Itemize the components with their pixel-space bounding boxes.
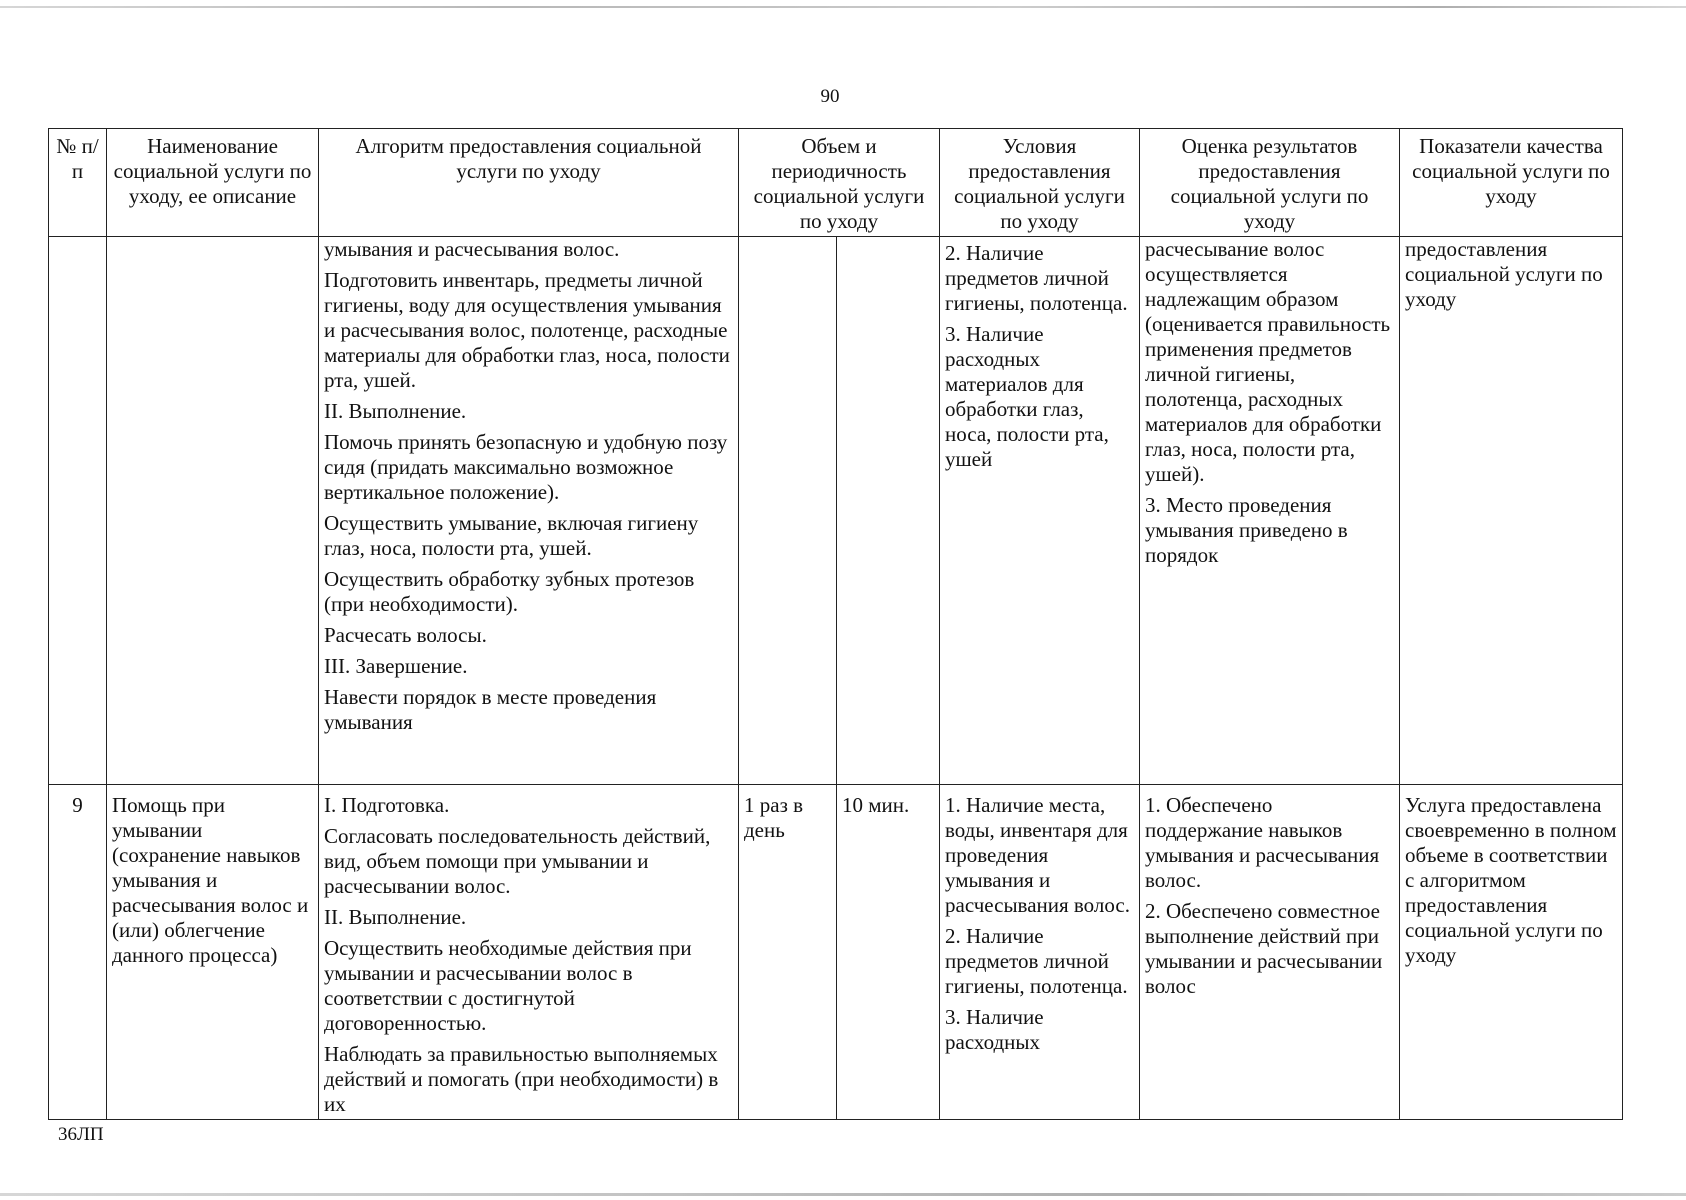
table-row bbox=[49, 237, 1623, 785]
algorithm-line: Помочь принять безопасную и удобную позу сидя (придать максимально возможное вертикальное положение). bbox=[324, 430, 728, 504]
services-table bbox=[48, 128, 1623, 1120]
evaluation-item: 1. Обеспечено поддержание навыков умывания и расчесывания волос. bbox=[1145, 793, 1380, 892]
algorithm-line: Осуществить обработку зубных протезов (при необходимости). bbox=[324, 567, 695, 616]
header-num: № п/п bbox=[49, 129, 107, 237]
algorithm-line: Осуществить умывание, включая гигиену глаз, носа, полости рта, ушей. bbox=[324, 511, 699, 560]
evaluation-item: расчесывание волос осуществляется надлежащим образом (оценивается правильность применения предметов личной гигиены, полотенца, расходных материалов для обработки глаз, носа, полости рта, ушей). bbox=[1145, 237, 1391, 486]
condition-item: 2. Наличие предметов личной гигиены, полотенца. bbox=[945, 241, 1128, 315]
row-algorithm bbox=[319, 237, 739, 785]
condition-item: 3. Наличие расходных материалов для обработки глаз, носа, полости рта, ушей bbox=[945, 322, 1109, 471]
row-evaluation bbox=[1140, 237, 1400, 785]
algorithm-line: Согласовать последовательность действий, вид, объем помощи при умывании и расчесывании волос. bbox=[324, 824, 711, 898]
row-name: Помощь при умывании (сохранение навыков умывания и расчесывания волос и (или) облегчение данного процесса) bbox=[107, 785, 319, 1120]
algorithm-line: Подготовить инвентарь, предметы личной гигиены, воду для осуществления умывания и расчесывания волос, полотенце, расходные материалы для обработки глаз, носа, полости рта, ушей. bbox=[324, 268, 730, 392]
row-quality: Услуга предоставлена своевременно в полном объеме в соответствии с алгоритмом предоставления социальной услуги по уходу bbox=[1400, 785, 1623, 1120]
condition-item: 1. Наличие места, воды, инвентаря для проведения умывания и расчесывания волос. bbox=[945, 793, 1130, 917]
algorithm-line: Навести порядок в месте проведения умывания bbox=[324, 685, 657, 734]
algorithm-line: Расчесать волосы. bbox=[324, 623, 487, 647]
scan-edge-top bbox=[0, 6, 1686, 8]
row-frequency: 1 раз в день bbox=[739, 785, 837, 1120]
row-duration: 10 мин. bbox=[837, 785, 940, 1120]
algorithm-line: умывания и расчесывания волос. bbox=[324, 237, 620, 261]
header-quality: Показатели качества социальной услуги по уходу bbox=[1400, 129, 1623, 237]
condition-item: 2. Наличие предметов личной гигиены, полотенца. bbox=[945, 924, 1128, 998]
algorithm-line: III. Завершение. bbox=[324, 654, 468, 678]
algorithm-line: II. Выполнение. bbox=[324, 399, 467, 423]
row-num bbox=[49, 237, 107, 785]
header-algorithm: Алгоритм предоставления социальной услуги по уходу bbox=[319, 129, 739, 237]
table-row bbox=[49, 785, 1623, 1120]
document-code: 36ЛП bbox=[58, 1124, 104, 1145]
scan-edge-bottom bbox=[0, 1193, 1686, 1196]
header-evaluation: Оценка результатов предоставления социальной услуги по уходу bbox=[1140, 129, 1400, 237]
algorithm-line: II. Выполнение. bbox=[324, 905, 467, 929]
table-header-row bbox=[49, 129, 1623, 237]
evaluation-item: 2. Обеспечено совместное выполнение действий при умывании и расчесывании волос bbox=[1145, 899, 1383, 998]
row-quality: предоставления социальной услуги по уходу bbox=[1400, 237, 1623, 785]
row-num: 9 bbox=[49, 785, 107, 1120]
row-conditions bbox=[940, 785, 1140, 1120]
row-frequency bbox=[739, 237, 837, 785]
row-name bbox=[107, 237, 319, 785]
row-evaluation bbox=[1140, 785, 1400, 1120]
condition-item: 3. Наличие расходных bbox=[945, 1005, 1044, 1054]
header-volume: Объем и периодичность социальной услуги по уходу bbox=[739, 129, 940, 237]
row-duration bbox=[837, 237, 940, 785]
algorithm-line: Осуществить необходимые действия при умывании и расчесывании волос в соответствии с достигнутой договоренностью. bbox=[324, 936, 692, 1035]
row-algorithm bbox=[319, 785, 739, 1120]
page-number: 90 bbox=[820, 86, 840, 107]
row-conditions bbox=[940, 237, 1140, 785]
algorithm-line: I. Подготовка. bbox=[324, 793, 450, 817]
algorithm-line: Наблюдать за правильностью выполняемых действий и помогать (при необходимости) в их bbox=[324, 1042, 719, 1116]
header-name: Наименование социальной услуги по уходу, ее описание bbox=[107, 129, 319, 237]
header-conditions: Условия предоставления социальной услуги по уходу bbox=[940, 129, 1140, 237]
evaluation-item: 3. Место проведения умывания приведено в порядок bbox=[1145, 493, 1348, 567]
